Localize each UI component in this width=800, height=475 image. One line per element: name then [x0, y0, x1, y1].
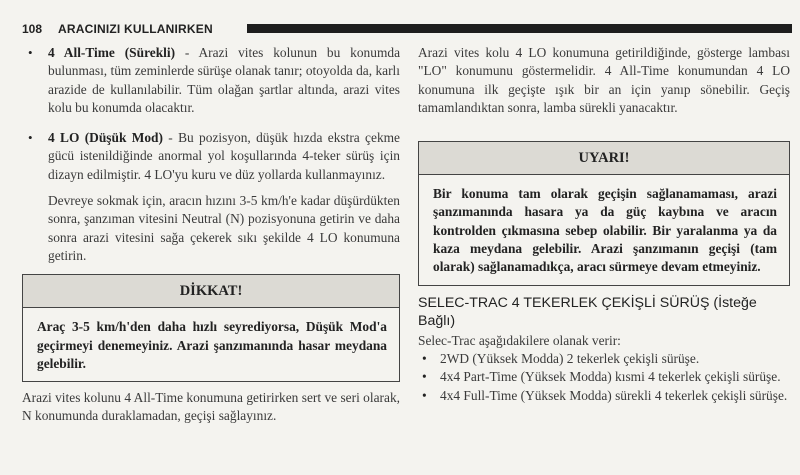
- list-item-text: 4x4 Part-Time (Yüksek Modda) kısmi 4 tekerlek çekişli sürüşe.: [440, 369, 781, 385]
- warning-title: UYARI!: [419, 142, 789, 175]
- list-item: [418, 387, 790, 405]
- bullet-4lo: [22, 129, 400, 184]
- engage-paragraph: Devreye sokmak için, aracın hızını 3-5 km/h'e kadar düşürdükten sonra, şanzıman vitesini Neutral (N) pozisyonuna getirin ve daha sonra arazi vitesini sağa çekerek sıkı şekilde 4 LO konumuna getirin.: [48, 193, 400, 263]
- bullet-dot: •: [422, 387, 427, 403]
- list-item: [418, 368, 790, 386]
- list-item-text: 2WD (Yüksek Modda) 2 tekerlek çekişli sürüşe.: [440, 350, 700, 366]
- warning-box: [418, 141, 790, 285]
- bullet-dot: •: [422, 350, 427, 366]
- page-header: [22, 20, 792, 40]
- bullet-text: - Bu pozisyon, düşük hızda ekstra çekme gücü istenildiğinde anormal yol koşullarında 4-teker sürüş için dizayn edilmiştir. 4 LO'yu kuru ve düz yollarda kullanmayınız.: [48, 130, 400, 182]
- bullet-term: 4 LO (Düşük Mod): [48, 130, 163, 146]
- intro-paragraph: Arazi vites kolu 4 LO konumuna getirildiğinde, gösterge lambası "LO" konumunu göstermelidir. 4 All-Time konumundan 4 LO konumuna ilk geçişte ışık bir an için yanıp sönebilir. Geçiş tamamlandıktan sonra, lamba sürekli yanacaktır.: [418, 45, 790, 115]
- selec-trac-heading: SELEC-TRAC 4 TEKERLEK ÇEKİŞLİ SÜRÜŞ (İsteğe Bağlı): [418, 294, 757, 329]
- caution-text: Araç 3-5 km/h'den daha hızlı seyrediyorsa, Düşük Mod'a geçirmeyi denemeyiniz. Arazi şanzımanında hasar meydana gelebilir.: [37, 319, 387, 371]
- list-item: [418, 350, 790, 368]
- caution-title: DİKKAT!: [23, 275, 399, 308]
- header-rule: [247, 24, 792, 33]
- bullet-all-time: [22, 44, 400, 117]
- right-column: [418, 44, 790, 405]
- warning-text: Bir konuma tam olarak geçişin sağlanamaması, arazi şanzımanında hasara ya da güç kaybına ve aracın kontrolden çıkmasına sebep olabilir. Bir yaralanma ya da kaza meydana gelebilir. Arazi şanzımanın geçişi (tam olarak) sağlanamadıkça, aracı sürmeye devam etmeyiniz.: [433, 186, 777, 275]
- caution-box: [22, 274, 400, 382]
- final-paragraph: Arazi vites kolunu 4 All-Time konumuna getirirken sert ve seri olarak, N konumunda duraklamadan, geçişi sağlayınız.: [22, 390, 400, 424]
- page-number: 108: [22, 22, 43, 36]
- section-title: ARACINIZI KULLANIRKEN: [58, 22, 213, 36]
- selec-trac-intro: Selec-Trac aşağıdakilere olanak verir:: [418, 332, 621, 348]
- bullet-dot: •: [28, 130, 33, 146]
- bullet-term: 4 All-Time (Sürekli): [48, 45, 176, 60]
- bullet-dot: •: [422, 369, 427, 385]
- list-item-text: 4x4 Full-Time (Yüksek Modda) sürekli 4 tekerlek çekişli sürüşe.: [440, 387, 788, 403]
- bullet-dot: •: [28, 45, 33, 60]
- left-column: [22, 44, 400, 426]
- bullet-text: - Arazi vites kolunun bu konumda bulunması, tüm zeminlerde sürüşe olanak tanır; otoyolda da, karlı arazide de kullanılabilir. Tüm olağan şartlar altında, arazi vites kolu bu konumda olacaktır.: [48, 45, 401, 115]
